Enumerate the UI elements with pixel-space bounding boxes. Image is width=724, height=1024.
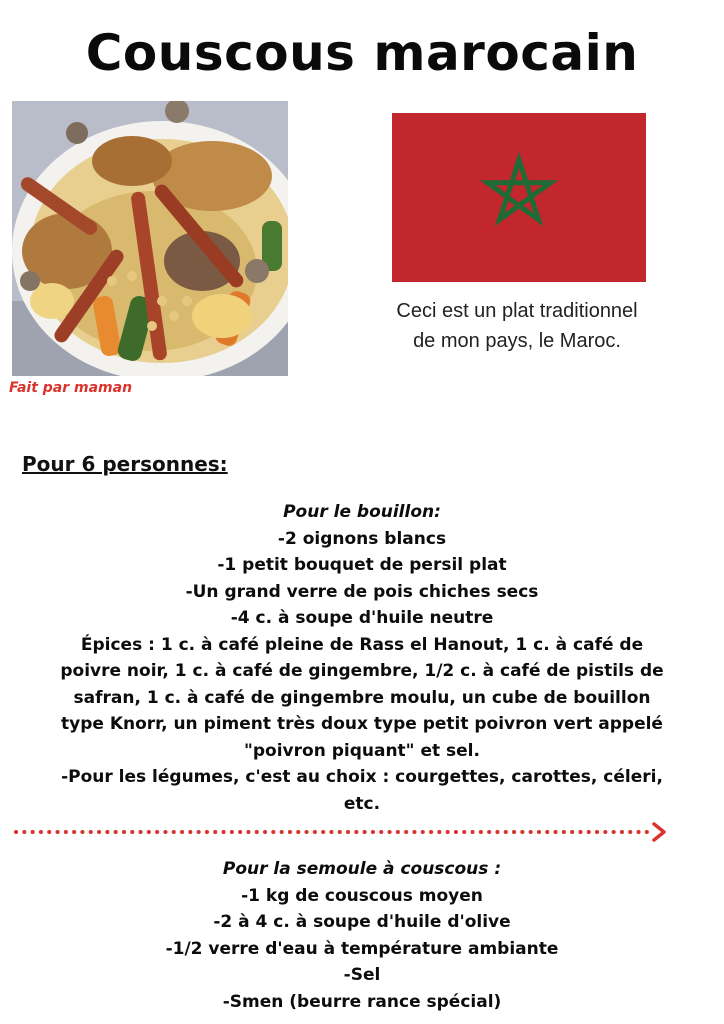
ingredient-line: poivre noir, 1 c. à café de gingembre, 1/2 c. à café de pistils de: [60, 661, 664, 681]
bouillon-section: [14, 499, 710, 817]
ingredient-line: Épices : 1 c. à café pleine de Rass el Hanout, 1 c. à café de: [80, 634, 644, 655]
ingredient-line: etc.: [343, 793, 381, 814]
couscous-photo: [12, 101, 288, 376]
ingredient-line: -2 à 4 c. à soupe d'huile d'olive: [213, 912, 511, 932]
page-title: Couscous marocain: [85, 24, 639, 82]
ingredient-line: -Pour les légumes, c'est au choix : courgettes, carottes, céleri,: [61, 767, 663, 787]
intro-text: [362, 296, 672, 356]
ingredient-line: -1 kg de couscous moyen: [241, 885, 483, 906]
ingredient-line: -Sel: [343, 965, 381, 985]
intro-line: Ceci est un plat traditionnel: [396, 300, 638, 322]
ingredient-line: -Un grand verre de pois chiches secs: [185, 581, 539, 602]
dotted-arrow-divider: [12, 820, 672, 844]
semoule-section: [14, 856, 710, 1015]
ingredient-line: -4 c. à soupe d'huile neutre: [230, 608, 494, 628]
ingredient-line: type Knorr, un piment très doux type petit poivron vert appelé: [61, 714, 663, 734]
ingredient-line: "poivron piquant" et sel.: [244, 740, 480, 761]
bouillon-heading: Pour le bouillon:: [283, 502, 441, 522]
ingredient-line: -Smen (beurre rance spécial): [222, 991, 502, 1012]
photo-caption: Fait par maman: [9, 380, 133, 396]
ingredient-line: -1/2 verre d'eau à température ambiante: [165, 938, 559, 959]
servings-heading: Pour 6 personnes:: [22, 452, 228, 476]
intro-line: de mon pays, le Maroc.: [413, 330, 621, 352]
semoule-heading: Pour la semoule à couscous :: [222, 859, 502, 879]
ingredient-line: safran, 1 c. à café de gingembre moulu, un cube de bouillon: [73, 687, 651, 708]
morocco-flag-icon: [392, 113, 646, 282]
ingredient-line: -2 oignons blancs: [277, 528, 447, 549]
arrow-head-icon: [654, 824, 664, 840]
couscous-dish-image: [12, 101, 288, 376]
ingredient-line: -1 petit bouquet de persil plat: [217, 555, 507, 575]
